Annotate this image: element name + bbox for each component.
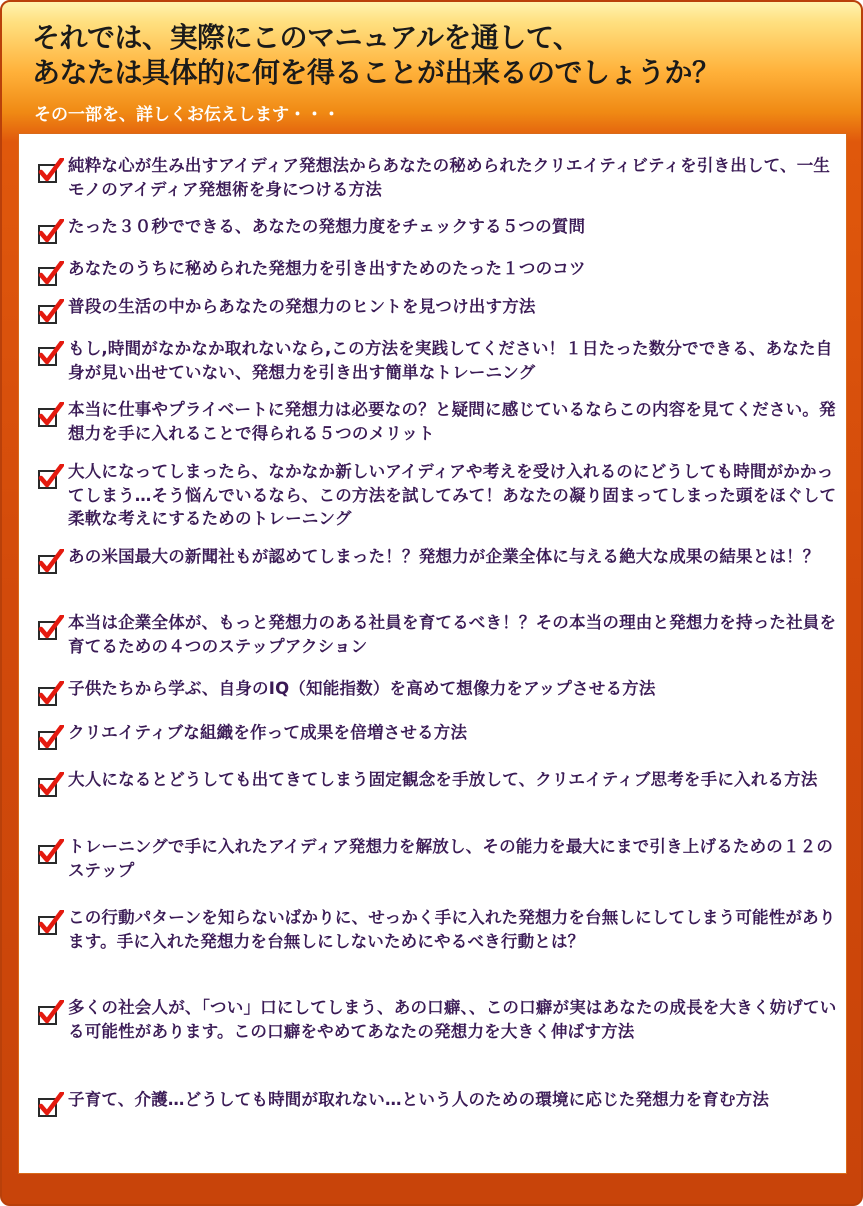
list-item-text: クリエイティブな組織を作って成果を倍増させる方法 xyxy=(68,723,468,742)
list-item-text: 普段の生活の中からあなたの発想力のヒントを見つけ出す方法 xyxy=(68,297,536,316)
title-line-2: あなたは具体的に何を得ることが出来るのでしょうか？ xyxy=(32,56,720,89)
page-title xyxy=(32,20,720,90)
list-item-text: 純粋な心が生み出すアイディア発想法からあなたの秘められたクリエイティビティを引き出して、一生モノのアイディア発想術を身につける方法 xyxy=(68,156,831,199)
list-item xyxy=(38,835,838,882)
title-line-1: それでは、実際にこのマニュアルを通して、 xyxy=(32,21,581,54)
checkbox-check-icon xyxy=(38,681,64,707)
list-item-text: この行動パターンを知らないばかりに、せっかく手に入れた発想力を台無しにしてしまう可能性があります。手に入れた発想力を台無しにしないためにやるべき行動とは？ xyxy=(68,908,836,951)
list-item xyxy=(38,611,838,658)
checkbox-check-icon xyxy=(38,1000,64,1026)
list-item xyxy=(38,721,838,745)
list-item xyxy=(38,215,838,239)
list-item xyxy=(38,677,838,701)
list-item xyxy=(38,768,838,792)
list-item-text: トレーニングで手に入れたアイディア発想力を解放し、その能力を最大にまで引き上げるための１２のステップ xyxy=(68,837,834,880)
subtitle: その一部を、詳しくお伝えします・・・ xyxy=(34,105,340,125)
checkbox-check-icon xyxy=(38,219,64,245)
checkbox-check-icon xyxy=(38,1092,64,1118)
list-item-text: あなたのうちに秘められた発想力を引き出すためのたった１つのコツ xyxy=(68,259,586,278)
list-item xyxy=(38,257,838,281)
list-item xyxy=(38,996,838,1043)
list-item-text: 本当は企業全体が、もっと発想力のある社員を育てるべき！？その本当の理由と発想力を持った社員を育てるための４つのステップアクション xyxy=(68,613,837,656)
list-item xyxy=(38,545,838,569)
checkbox-check-icon xyxy=(38,299,64,325)
benefits-list xyxy=(18,133,847,1174)
list-item-text: 大人になってしまったら、なかなか新しいアイディアや考えを受け入れるのにどうしても時間がかかってしまう…そう悩んでいるなら、この方法を試してみて！あなたの凝り固まってしまった頭をほぐして柔軟な考えにするためのトレーニング xyxy=(68,462,837,528)
checkbox-check-icon xyxy=(38,910,64,936)
list-item-text: 本当に仕事やプライベートに発想力は必要なの？と疑問に感じているならこの内容を見てください。発想力を手に入れることで得られる５つのメリット xyxy=(68,400,836,443)
checkbox-check-icon xyxy=(38,158,64,184)
list-item-text: 多くの社会人が、「つい」口にしてしまう、あの口癖、、この口癖が実はあなたの成長を大きく妨げている可能性があります。この口癖をやめてあなたの発想力を大きく伸ばす方法 xyxy=(68,998,837,1041)
list-item xyxy=(38,337,838,384)
list-item xyxy=(38,154,838,201)
checkbox-check-icon xyxy=(38,341,64,367)
list-item-text: 大人になるとどうしても出てきてしまう固定観念を手放して、クリエイティブ思考を手に入れる方法 xyxy=(68,770,818,789)
list-item xyxy=(38,1088,838,1112)
checkbox-check-icon xyxy=(38,839,64,865)
list-item-text: 子育て、介護…どうしても時間が取れない…という人のための環境に応じた発想力を育む方法 xyxy=(68,1090,770,1109)
list-item-text: あの米国最大の新聞社もが認めてしまった！？発想力が企業全体に与える絶大な成果の結果とは！？ xyxy=(68,547,820,566)
checkbox-check-icon xyxy=(38,725,64,751)
list-item xyxy=(38,906,838,953)
list-item xyxy=(38,295,838,319)
checkbox-check-icon xyxy=(38,402,64,428)
list-item xyxy=(38,398,838,445)
checkbox-check-icon xyxy=(38,261,64,287)
checkbox-check-icon xyxy=(38,549,64,575)
list-item-text: もし,時間がなかなか取れないなら,この方法を実践してください！１日たった数分でできる、あなた自身が見い出せていない、発想力を引き出す簡単なトレーニング xyxy=(68,339,833,382)
list-item xyxy=(38,460,838,531)
list-item-text: たった３０秒でできる、あなたの発想力度をチェックする５つの質問 xyxy=(68,217,586,236)
list-item-text: 子供たちから学ぶ、自身のIQ（知能指数）を高めて想像力をアップさせる方法 xyxy=(68,679,656,698)
checkbox-check-icon xyxy=(38,615,64,641)
checkbox-check-icon xyxy=(38,464,64,490)
checkbox-check-icon xyxy=(38,772,64,798)
